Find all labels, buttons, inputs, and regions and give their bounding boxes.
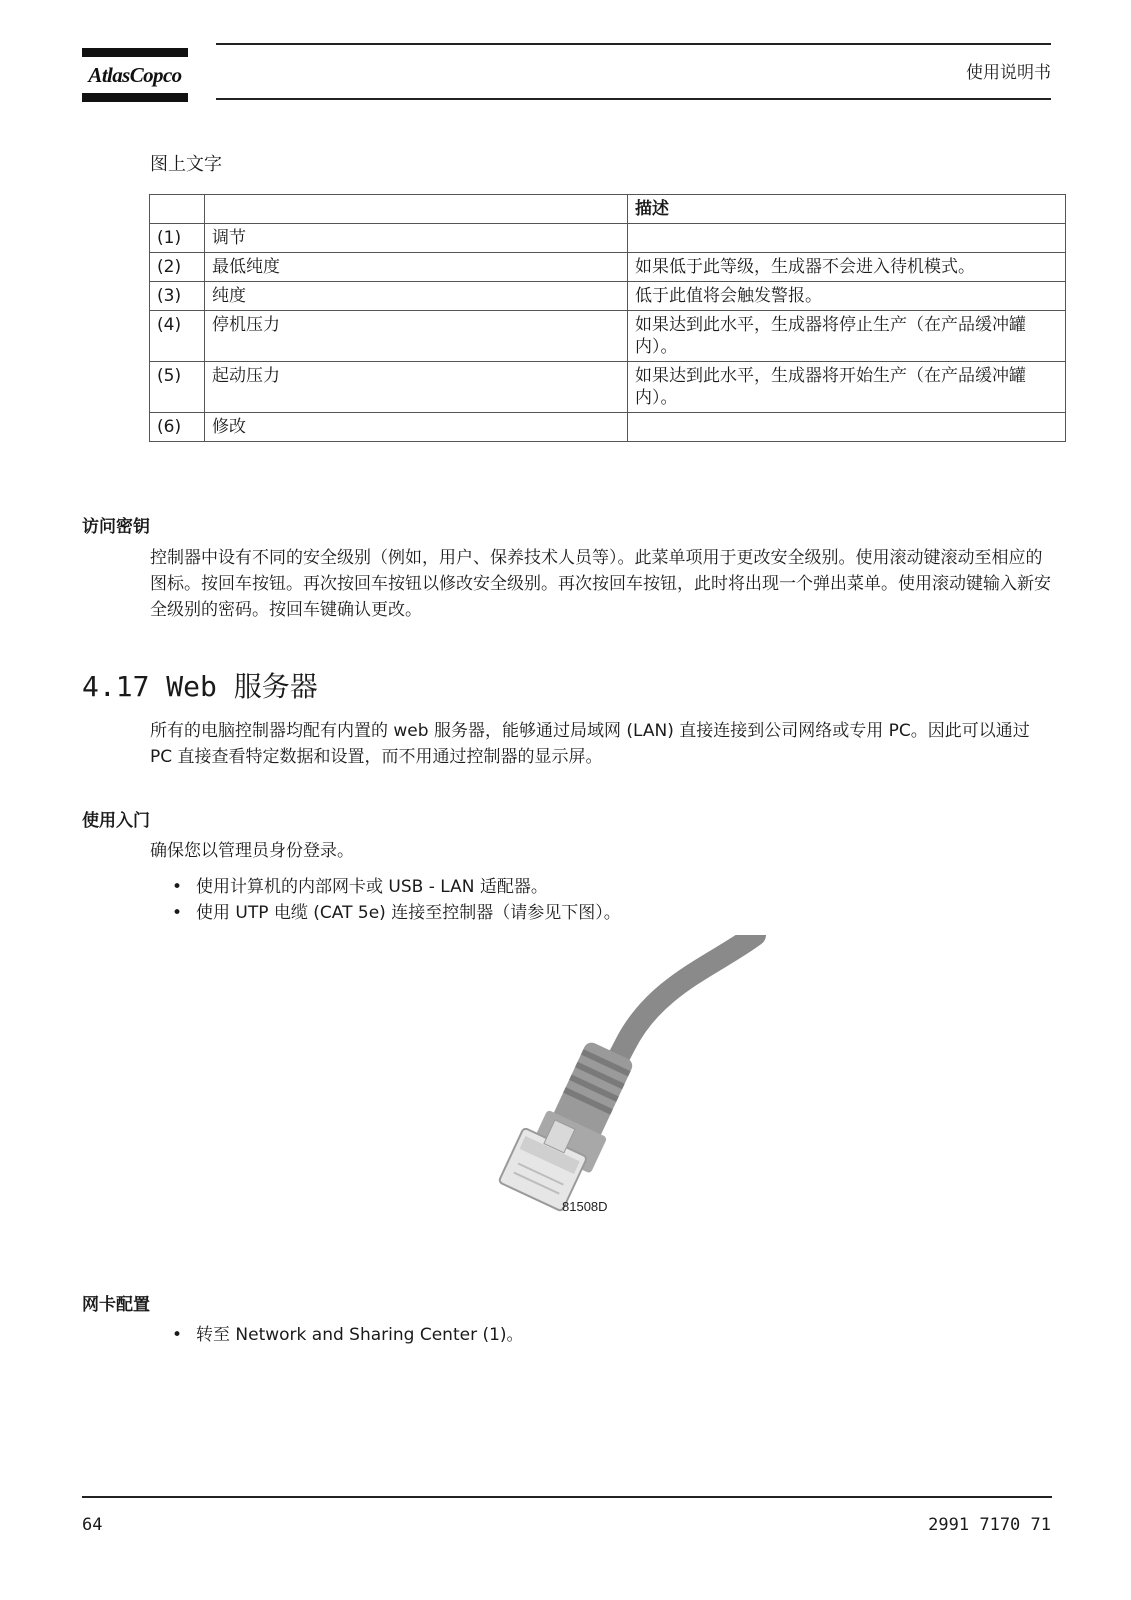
access-key-heading: 访问密钥 bbox=[82, 517, 150, 537]
table-row bbox=[150, 253, 1066, 282]
row-desc bbox=[628, 413, 1066, 442]
legend-table bbox=[149, 194, 1066, 442]
row-label: 纯度 bbox=[205, 282, 628, 311]
page-number: 64 bbox=[82, 1515, 103, 1535]
figure-code: 81508D bbox=[562, 1199, 608, 1214]
table-row bbox=[150, 282, 1066, 311]
row-label: 调节 bbox=[205, 224, 628, 253]
row-label: 最低纯度 bbox=[205, 253, 628, 282]
getting-started-list bbox=[172, 874, 621, 926]
row-num: (4) bbox=[150, 311, 205, 362]
row-label: 起动压力 bbox=[205, 362, 628, 413]
row-num: (6) bbox=[150, 413, 205, 442]
getting-started-intro: 确保您以管理员身份登录。 bbox=[150, 841, 354, 861]
header-rule-top bbox=[216, 43, 1051, 45]
header-title: 使用说明书 bbox=[966, 63, 1051, 83]
row-desc: 如果达到此水平，生成器将开始生产（在产品缓冲罐内）。 bbox=[628, 362, 1066, 413]
nic-config-heading: 网卡配置 bbox=[82, 1295, 150, 1315]
legend-header-label bbox=[205, 195, 628, 224]
legend-title: 图上文字 bbox=[150, 154, 222, 175]
row-desc bbox=[628, 224, 1066, 253]
row-label: 修改 bbox=[205, 413, 628, 442]
row-num: (1) bbox=[150, 224, 205, 253]
row-desc: 如果低于此等级，生成器不会进入待机模式。 bbox=[628, 253, 1066, 282]
atlas-copco-logo bbox=[82, 48, 188, 102]
table-row bbox=[150, 311, 1066, 362]
section-title-web-server: 4.17 Web 服务器 bbox=[82, 670, 318, 703]
utp-cable-image bbox=[465, 935, 825, 1220]
row-desc: 低于此值将会触发警报。 bbox=[628, 282, 1066, 311]
access-key-body: 控制器中设有不同的安全级别（例如，用户、保养技术人员等）。此菜单项用于更改安全级别。使用滚动键滚动至相应的图标。按回车按钮。再次按回车按钮以修改安全级别。再次按回车按钮，此时将出现一个弹出菜单。使用滚动键输入新安全级别的密码。按回车键确认更改。 bbox=[150, 548, 1051, 620]
logo-bar-bottom bbox=[82, 93, 188, 102]
header-rule-bottom bbox=[216, 98, 1051, 100]
list-item: • 使用 UTP 电缆 (CAT 5e) 连接至控制器（请参见下图）。 bbox=[172, 900, 621, 926]
getting-started-heading: 使用入门 bbox=[82, 811, 150, 831]
table-row bbox=[150, 413, 1066, 442]
table-row bbox=[150, 224, 1066, 253]
document-number: 2991 7170 71 bbox=[928, 1515, 1051, 1535]
row-num: (3) bbox=[150, 282, 205, 311]
table-row bbox=[150, 362, 1066, 413]
row-label: 停机压力 bbox=[205, 311, 628, 362]
row-num: (2) bbox=[150, 253, 205, 282]
logo-bar-top bbox=[82, 48, 188, 57]
list-item: • 转至 Network and Sharing Center (1)。 bbox=[172, 1322, 524, 1348]
legend-header-desc: 描述 bbox=[628, 195, 1066, 224]
web-server-body: 所有的电脑控制器均配有内置的 web 服务器，能够通过局域网 (LAN) 直接连接到公司网络或专用 PC。因此可以通过 PC 直接查看特定数据和设置，而不用通过控制器的显示屏。 bbox=[150, 721, 1030, 767]
logo-text: AtlasCopco bbox=[88, 63, 182, 87]
legend-header-row bbox=[150, 195, 1066, 224]
legend-header-num bbox=[150, 195, 205, 224]
row-desc: 如果达到此水平，生成器将停止生产（在产品缓冲罐内）。 bbox=[628, 311, 1066, 362]
nic-config-list bbox=[172, 1322, 524, 1348]
list-item: • 使用计算机的内部网卡或 USB - LAN 适配器。 bbox=[172, 874, 621, 900]
row-num: (5) bbox=[150, 362, 205, 413]
footer-rule bbox=[82, 1496, 1052, 1498]
